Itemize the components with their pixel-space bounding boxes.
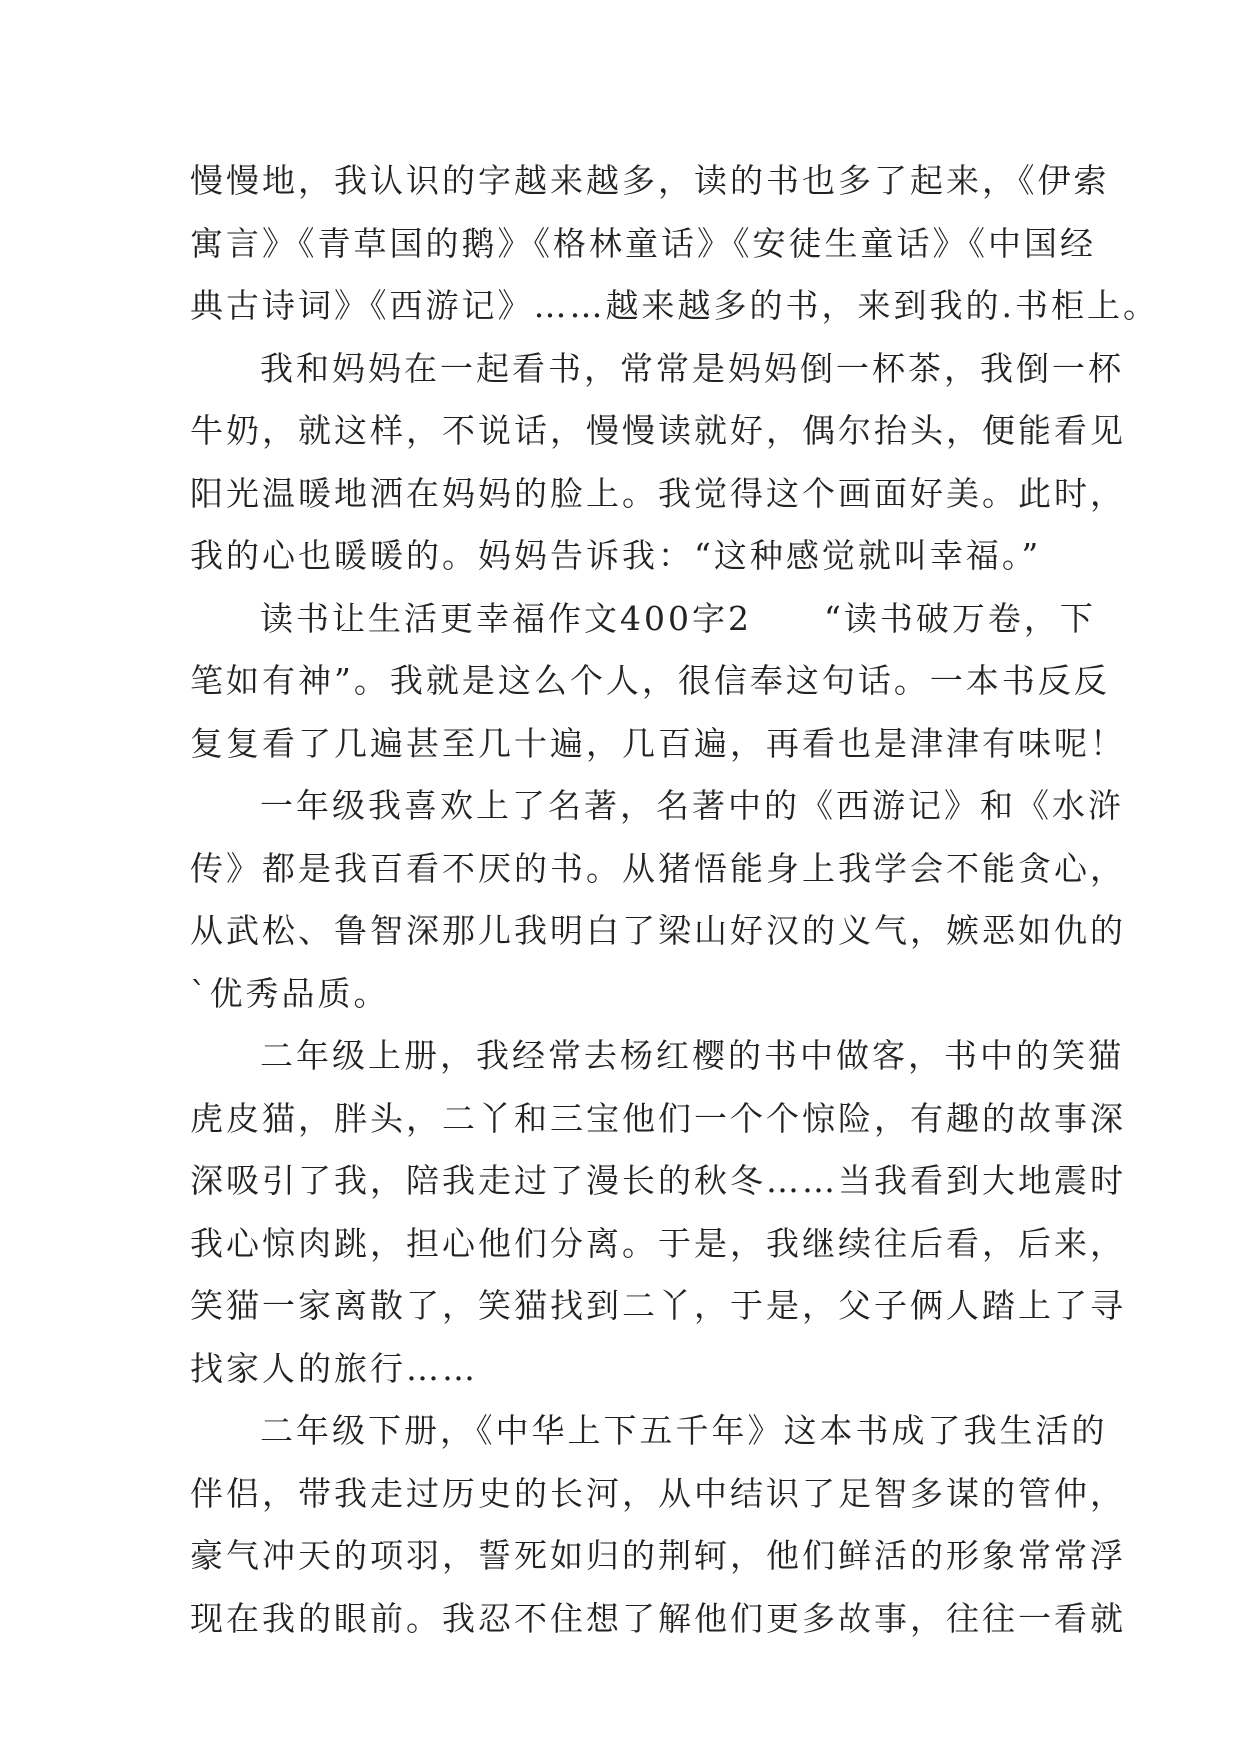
text-line: `优秀品质。 xyxy=(190,973,390,1013)
text-line: 复复看了几遍甚至几十遍，几百遍，再看也是津津有味呢！ xyxy=(190,723,1126,763)
text-line: 伴侣，带我走过历史的长河，从中结识了足智多谋的管仲， xyxy=(190,1473,1126,1513)
text-line: 我心惊肉跳，担心他们分离。于是，我继续往后看，后来， xyxy=(190,1223,1126,1263)
text-line: 二年级下册，《中华上下五千年》这本书成了我生活的 xyxy=(260,1411,1108,1450)
text-line: 从武松、鲁智深那儿我明白了梁山好汉的义气，嫉恶如仇的 xyxy=(190,911,1126,950)
text-line: 典古诗词》《西游记》……越来越多的书，来到我的.书柜上。 xyxy=(190,286,1159,325)
text-line: 现在我的眼前。我忍不住想了解他们更多故事，往往一看就 xyxy=(190,1598,1126,1638)
essay-body xyxy=(190,150,1159,1650)
text-line: 找家人的旅行…… xyxy=(190,1348,478,1388)
text-line: 深吸引了我，陪我走过了漫长的秋冬……当我看到大地震时 xyxy=(190,1161,1126,1200)
text-line: 一年级我喜欢上了名著，名著中的《西游记》和《水浒 xyxy=(260,786,1124,825)
text-line: 我的心也暖暖的。妈妈告诉我：“这种感觉就叫幸福。” xyxy=(190,536,1042,575)
text-line: 牛奶，就这样，不说话，慢慢读就好，偶尔抬头，便能看见 xyxy=(190,411,1126,450)
text-line: 笔如有神”。我就是这么个人，很信奉这句话。一本书反反 xyxy=(190,661,1110,700)
text-line: 读书让生活更幸福作文400字2 “读书破万卷，下 xyxy=(260,598,1096,638)
text-line: 笑猫一家离散了，笑猫找到二丫，于是，父子俩人踏上了寻 xyxy=(190,1286,1126,1325)
text-line: 慢慢地，我认识的字越来越多，读的书也多了起来，《伊索 xyxy=(190,161,1110,200)
text-line: 传》都是我百看不厌的书。从猪悟能身上我学会不能贪心， xyxy=(190,848,1126,888)
text-line: 豪气冲天的项羽，誓死如归的荆轲，他们鲜活的形象常常浮 xyxy=(190,1536,1126,1575)
text-line: 我和妈妈在一起看书，常常是妈妈倒一杯茶，我倒一杯 xyxy=(260,348,1124,388)
text-line: 阳光温暖地洒在妈妈的脸上。我觉得这个画面好美。此时， xyxy=(190,473,1126,513)
text-line: 二年级上册，我经常去杨红樱的书中做客，书中的笑猫 xyxy=(260,1036,1124,1075)
text-line: 虎皮猫，胖头，二丫和三宝他们一个个惊险，有趣的故事深 xyxy=(190,1098,1126,1138)
text-line: 寓言》《青草国的鹅》《格林童话》《安徒生童话》《中国经 xyxy=(190,223,1096,263)
